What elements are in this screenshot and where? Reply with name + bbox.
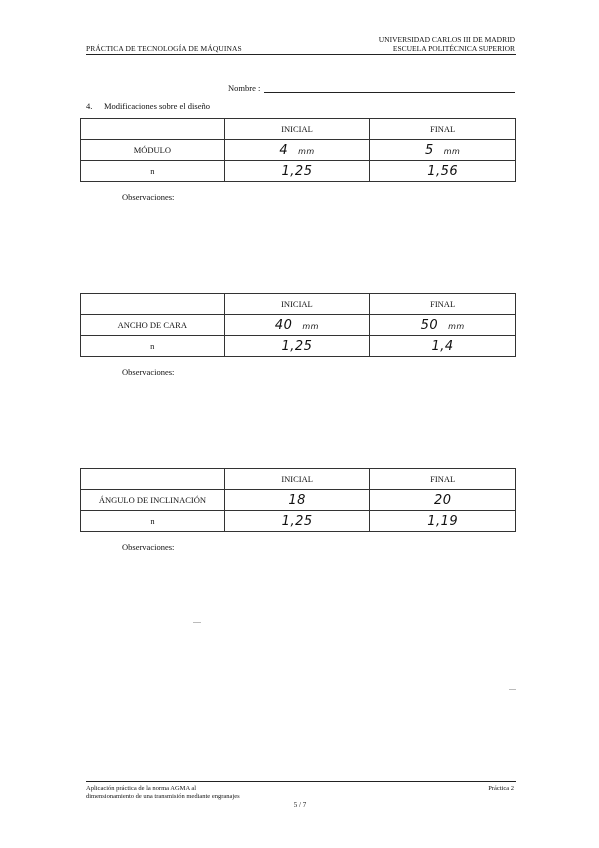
handwritten-value: 4 bbox=[279, 142, 289, 158]
header-institution bbox=[330, 35, 515, 53]
header-school: ESCUELA POLITÉCNICA SUPERIOR bbox=[392, 44, 515, 53]
table-row bbox=[81, 315, 516, 336]
row-label: n bbox=[81, 161, 225, 182]
handwritten-value: 5 bbox=[424, 142, 434, 158]
table-modulo bbox=[80, 118, 516, 182]
row-label: ANCHO DE CARA bbox=[81, 315, 225, 336]
header-cell-final: FINAL bbox=[370, 119, 516, 140]
table-row bbox=[81, 490, 516, 511]
table-row bbox=[81, 511, 516, 532]
handwritten-unit: mm bbox=[443, 146, 461, 156]
name-label: Nombre : bbox=[228, 83, 261, 93]
scan-mark bbox=[509, 689, 516, 690]
value-cell-final: 1,56 bbox=[370, 161, 516, 182]
header-cell-final: FINAL bbox=[370, 294, 516, 315]
footer-title-line1: Aplicación práctica de la norma AGMA al bbox=[86, 785, 197, 792]
footer-title-line2: dimensionamiento de una transmisión mediante engranajes bbox=[86, 793, 240, 800]
header-cell-final: FINAL bbox=[370, 469, 516, 490]
table-header-row bbox=[81, 119, 516, 140]
section-number: 4. bbox=[86, 101, 93, 111]
value-cell-inicial: 18 bbox=[224, 490, 370, 511]
value-cell-inicial: 1,25 bbox=[224, 161, 370, 182]
value-cell-final: 20 bbox=[370, 490, 516, 511]
header-cell-inicial: INICIAL bbox=[224, 119, 370, 140]
header-university: UNIVERSIDAD CARLOS III DE MADRID bbox=[378, 35, 515, 44]
handwritten-unit: mm bbox=[448, 321, 465, 331]
header-cell-inicial: INICIAL bbox=[224, 294, 370, 315]
header-cell-empty bbox=[81, 469, 225, 490]
handwritten-unit: mm bbox=[298, 146, 315, 156]
handwritten-value: 40 bbox=[274, 317, 293, 333]
value-cell-inicial: 1,25 bbox=[224, 511, 370, 532]
observaciones-label: Observaciones: bbox=[122, 367, 175, 377]
value-cell-final bbox=[370, 315, 516, 336]
value-cell-final: 1,4 bbox=[370, 336, 516, 357]
footer-divider bbox=[86, 781, 516, 782]
table-row bbox=[81, 140, 516, 161]
row-label: n bbox=[81, 511, 225, 532]
table-ancho-de-cara bbox=[80, 293, 516, 357]
footer-document-title bbox=[86, 785, 346, 801]
section-title: Modificaciones sobre el diseño bbox=[104, 101, 210, 111]
value-cell-final: 1,19 bbox=[370, 511, 516, 532]
table-header-row bbox=[81, 469, 516, 490]
page-number: 5 / 7 bbox=[293, 801, 307, 809]
header-cell-empty bbox=[81, 119, 225, 140]
section-heading bbox=[86, 101, 210, 111]
row-label: ÁNGULO DE INCLINACIÓN bbox=[81, 490, 225, 511]
table-header-row bbox=[81, 294, 516, 315]
table-row bbox=[81, 336, 516, 357]
value-cell-final bbox=[370, 140, 516, 161]
value-cell-inicial: 1,25 bbox=[224, 336, 370, 357]
handwritten-unit: mm bbox=[302, 321, 319, 331]
observaciones-label: Observaciones: bbox=[122, 192, 175, 202]
table-row bbox=[81, 161, 516, 182]
table-angulo-de-inclinacion bbox=[80, 468, 516, 532]
header-cell-empty bbox=[81, 294, 225, 315]
header-divider bbox=[86, 54, 516, 55]
row-label: MÓDULO bbox=[81, 140, 225, 161]
row-label: n bbox=[81, 336, 225, 357]
header-cell-inicial: INICIAL bbox=[224, 469, 370, 490]
footer-practice-label: Práctica 2 bbox=[488, 785, 514, 792]
handwritten-value: 50 bbox=[420, 317, 439, 333]
header-course-title: PRÁCTICA DE TECNOLOGÍA DE MÁQUINAS bbox=[86, 44, 242, 53]
value-cell-inicial bbox=[224, 315, 370, 336]
value-cell-inicial bbox=[224, 140, 370, 161]
name-field-line[interactable] bbox=[264, 92, 515, 93]
observaciones-label: Observaciones: bbox=[122, 542, 175, 552]
scan-mark bbox=[193, 622, 201, 623]
